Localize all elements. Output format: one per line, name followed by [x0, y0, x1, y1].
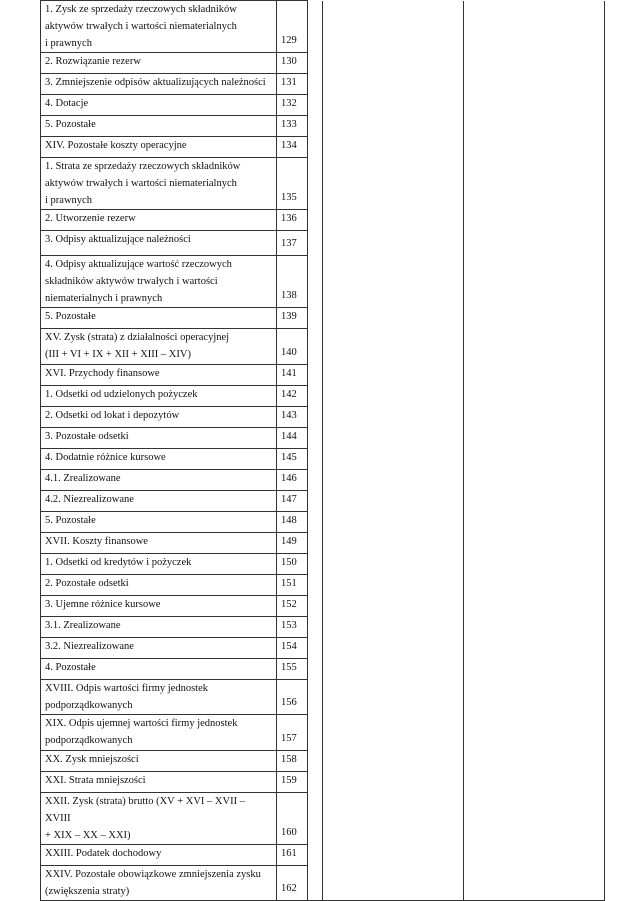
- table-row: [41, 553, 605, 574]
- row-label: XVIII. Odpis wartości firmy jednostek podporządkowanych: [41, 679, 277, 715]
- column-gap: [308, 74, 323, 95]
- row-label: XVII. Koszty finansowe: [41, 532, 277, 553]
- row-number: 153: [277, 616, 308, 637]
- table-row: [41, 469, 605, 490]
- row-label: 3. Odpisy aktualizujące należności: [41, 231, 277, 256]
- table-row: [41, 385, 605, 406]
- value-cell-current-year: [323, 137, 464, 158]
- table-row: [41, 532, 605, 553]
- value-cell-previous-year: [464, 158, 605, 210]
- value-cell-previous-year: [464, 511, 605, 532]
- row-number: 150: [277, 553, 308, 574]
- row-label: 3.1. Zrealizowane: [41, 616, 277, 637]
- row-number: 149: [277, 532, 308, 553]
- column-gap: [308, 844, 323, 865]
- row-number: 148: [277, 511, 308, 532]
- table-row: [41, 308, 605, 329]
- value-cell-previous-year: [464, 116, 605, 137]
- value-cell-current-year: [323, 658, 464, 679]
- value-cell-previous-year: [464, 844, 605, 865]
- row-label: 2. Odsetki od lokat i depozytów: [41, 406, 277, 427]
- value-cell-current-year: [323, 532, 464, 553]
- row-number: 157: [277, 715, 308, 751]
- table-row: [41, 750, 605, 771]
- table-row: [41, 427, 605, 448]
- value-cell-previous-year: [464, 616, 605, 637]
- column-gap: [308, 448, 323, 469]
- table-row: [41, 511, 605, 532]
- value-cell-current-year: [323, 385, 464, 406]
- column-gap: [308, 364, 323, 385]
- row-label: 3. Pozostałe odsetki: [41, 427, 277, 448]
- column-gap: [308, 158, 323, 210]
- value-cell-previous-year: [464, 679, 605, 715]
- table-row: [41, 116, 605, 137]
- table-row: [41, 231, 605, 256]
- row-label: XIV. Pozostałe koszty operacyjne: [41, 137, 277, 158]
- value-cell-current-year: [323, 616, 464, 637]
- value-cell-current-year: [323, 231, 464, 256]
- table-row: [41, 658, 605, 679]
- column-gap: [308, 329, 323, 365]
- column-gap: [308, 595, 323, 616]
- row-label: 4.1. Zrealizowane: [41, 469, 277, 490]
- column-gap: [308, 116, 323, 137]
- column-gap: [308, 750, 323, 771]
- value-cell-current-year: [323, 308, 464, 329]
- line-items-table: [40, 0, 605, 901]
- table-row: [41, 256, 605, 308]
- value-cell-previous-year: [464, 637, 605, 658]
- row-label: 1. Zysk ze sprzedaży rzeczowych składników aktywów trwałych i wartości niematerialnych i prawnych: [41, 1, 277, 53]
- table-row: [41, 406, 605, 427]
- value-cell-current-year: [323, 595, 464, 616]
- value-cell-current-year: [323, 74, 464, 95]
- column-gap: [308, 137, 323, 158]
- column-gap: [308, 1, 323, 53]
- table-row: [41, 364, 605, 385]
- table-row: [41, 210, 605, 231]
- row-number: 154: [277, 637, 308, 658]
- table-row: [41, 448, 605, 469]
- value-cell-current-year: [323, 771, 464, 792]
- value-cell-current-year: [323, 364, 464, 385]
- row-number: 134: [277, 137, 308, 158]
- value-cell-current-year: [323, 95, 464, 116]
- row-number: 139: [277, 308, 308, 329]
- row-label: XVI. Przychody finansowe: [41, 364, 277, 385]
- column-gap: [308, 792, 323, 844]
- row-number: 135: [277, 158, 308, 210]
- row-label: 5. Pozostałe: [41, 511, 277, 532]
- value-cell-previous-year: [464, 137, 605, 158]
- column-gap: [308, 427, 323, 448]
- table-row: [41, 329, 605, 365]
- row-label: 4. Odpisy aktualizujące wartość rzeczowych składników aktywów trwałych i wartości niematerialnych i prawnych: [41, 256, 277, 308]
- value-cell-current-year: [323, 679, 464, 715]
- value-cell-current-year: [323, 490, 464, 511]
- row-number: 147: [277, 490, 308, 511]
- table-row: [41, 158, 605, 210]
- row-number: 141: [277, 364, 308, 385]
- row-number: 151: [277, 574, 308, 595]
- row-number: 156: [277, 679, 308, 715]
- column-gap: [308, 385, 323, 406]
- row-number: 159: [277, 771, 308, 792]
- value-cell-previous-year: [464, 658, 605, 679]
- value-cell-current-year: [323, 637, 464, 658]
- column-gap: [308, 308, 323, 329]
- value-cell-previous-year: [464, 715, 605, 751]
- value-cell-previous-year: [464, 364, 605, 385]
- table-row: [41, 865, 605, 901]
- column-gap: [308, 210, 323, 231]
- table-row: [41, 53, 605, 74]
- row-label: 1. Strata ze sprzedaży rzeczowych składników aktywów trwałych i wartości niematerialnych i prawnych: [41, 158, 277, 210]
- row-number: 152: [277, 595, 308, 616]
- value-cell-previous-year: [464, 750, 605, 771]
- column-gap: [308, 865, 323, 901]
- value-cell-current-year: [323, 865, 464, 901]
- column-gap: [308, 231, 323, 256]
- row-number: 140: [277, 329, 308, 365]
- value-cell-previous-year: [464, 385, 605, 406]
- value-cell-current-year: [323, 406, 464, 427]
- column-gap: [308, 715, 323, 751]
- value-cell-previous-year: [464, 448, 605, 469]
- table-row: [41, 137, 605, 158]
- value-cell-current-year: [323, 329, 464, 365]
- column-gap: [308, 616, 323, 637]
- value-cell-previous-year: [464, 490, 605, 511]
- row-label: XV. Zysk (strata) z działalności operacyjnej (III + VI + IX + XII + XIII – XIV): [41, 329, 277, 365]
- column-gap: [308, 406, 323, 427]
- column-gap: [308, 532, 323, 553]
- value-cell-current-year: [323, 427, 464, 448]
- value-cell-previous-year: [464, 469, 605, 490]
- table-row: [41, 792, 605, 844]
- value-cell-previous-year: [464, 53, 605, 74]
- table-row: [41, 771, 605, 792]
- value-cell-previous-year: [464, 74, 605, 95]
- row-number: 138: [277, 256, 308, 308]
- value-cell-previous-year: [464, 231, 605, 256]
- value-cell-previous-year: [464, 308, 605, 329]
- value-cell-current-year: [323, 750, 464, 771]
- row-label: 4. Dotacje: [41, 95, 277, 116]
- row-number: 132: [277, 95, 308, 116]
- table-row: [41, 74, 605, 95]
- value-cell-previous-year: [464, 553, 605, 574]
- row-label: 3. Ujemne różnice kursowe: [41, 595, 277, 616]
- row-label: 4.2. Niezrealizowane: [41, 490, 277, 511]
- row-label: 4. Pozostałe: [41, 658, 277, 679]
- row-number: 131: [277, 74, 308, 95]
- row-number: 160: [277, 792, 308, 844]
- column-gap: [308, 679, 323, 715]
- row-label: 1. Odsetki od udzielonych pożyczek: [41, 385, 277, 406]
- row-label: 2. Utworzenie rezerw: [41, 210, 277, 231]
- row-label: 1. Odsetki od kredytów i pożyczek: [41, 553, 277, 574]
- value-cell-current-year: [323, 792, 464, 844]
- value-cell-current-year: [323, 469, 464, 490]
- row-number: 162: [277, 865, 308, 901]
- value-cell-previous-year: [464, 574, 605, 595]
- table-row: [41, 844, 605, 865]
- row-number: 130: [277, 53, 308, 74]
- value-cell-current-year: [323, 844, 464, 865]
- value-cell-current-year: [323, 448, 464, 469]
- value-cell-previous-year: [464, 865, 605, 901]
- table-row: [41, 1, 605, 53]
- value-cell-current-year: [323, 715, 464, 751]
- row-number: 146: [277, 469, 308, 490]
- value-cell-previous-year: [464, 95, 605, 116]
- column-gap: [308, 553, 323, 574]
- row-label: 5. Pozostałe: [41, 116, 277, 137]
- value-cell-current-year: [323, 1, 464, 53]
- row-label: XXIII. Podatek dochodowy: [41, 844, 277, 865]
- column-gap: [308, 53, 323, 74]
- column-gap: [308, 637, 323, 658]
- value-cell-previous-year: [464, 1, 605, 53]
- value-cell-previous-year: [464, 256, 605, 308]
- value-cell-previous-year: [464, 532, 605, 553]
- column-gap: [308, 469, 323, 490]
- column-gap: [308, 511, 323, 532]
- row-label: 2. Pozostałe odsetki: [41, 574, 277, 595]
- value-cell-previous-year: [464, 406, 605, 427]
- table-row: [41, 679, 605, 715]
- financial-statement-table: [40, 0, 605, 901]
- row-label: XXI. Strata mniejszości: [41, 771, 277, 792]
- row-label: 2. Rozwiązanie rezerw: [41, 53, 277, 74]
- row-label: XX. Zysk mniejszości: [41, 750, 277, 771]
- value-cell-previous-year: [464, 595, 605, 616]
- value-cell-current-year: [323, 116, 464, 137]
- value-cell-current-year: [323, 210, 464, 231]
- row-number: 161: [277, 844, 308, 865]
- row-label: XXIV. Pozostałe obowiązkowe zmniejszenia zysku (zwiększenia straty): [41, 865, 277, 901]
- table-row: [41, 574, 605, 595]
- table-row: [41, 715, 605, 751]
- column-gap: [308, 490, 323, 511]
- column-gap: [308, 771, 323, 792]
- row-label: 3.2. Niezrealizowane: [41, 637, 277, 658]
- table-row: [41, 95, 605, 116]
- value-cell-current-year: [323, 256, 464, 308]
- row-number: 137: [277, 231, 308, 256]
- value-cell-previous-year: [464, 210, 605, 231]
- value-cell-previous-year: [464, 792, 605, 844]
- column-gap: [308, 95, 323, 116]
- value-cell-current-year: [323, 511, 464, 532]
- row-number: 144: [277, 427, 308, 448]
- table-row: [41, 616, 605, 637]
- row-label: 5. Pozostałe: [41, 308, 277, 329]
- table-row: [41, 637, 605, 658]
- row-number: 158: [277, 750, 308, 771]
- value-cell-current-year: [323, 553, 464, 574]
- row-number: 136: [277, 210, 308, 231]
- value-cell-previous-year: [464, 771, 605, 792]
- table-row: [41, 490, 605, 511]
- row-number: 142: [277, 385, 308, 406]
- column-gap: [308, 658, 323, 679]
- value-cell-previous-year: [464, 427, 605, 448]
- row-label: 3. Zmniejszenie odpisów aktualizujących należności: [41, 74, 277, 95]
- row-number: 143: [277, 406, 308, 427]
- row-number: 145: [277, 448, 308, 469]
- value-cell-current-year: [323, 53, 464, 74]
- value-cell-current-year: [323, 158, 464, 210]
- row-label: 4. Dodatnie różnice kursowe: [41, 448, 277, 469]
- column-gap: [308, 574, 323, 595]
- row-number: 155: [277, 658, 308, 679]
- row-label: XIX. Odpis ujemnej wartości firmy jednostek podporządkowanych: [41, 715, 277, 751]
- row-label: XXII. Zysk (strata) brutto (XV + XVI – XVII – XVIII + XIX – XX – XXI): [41, 792, 277, 844]
- row-number: 129: [277, 1, 308, 53]
- value-cell-current-year: [323, 574, 464, 595]
- table-row: [41, 595, 605, 616]
- column-gap: [308, 256, 323, 308]
- value-cell-previous-year: [464, 329, 605, 365]
- row-number: 133: [277, 116, 308, 137]
